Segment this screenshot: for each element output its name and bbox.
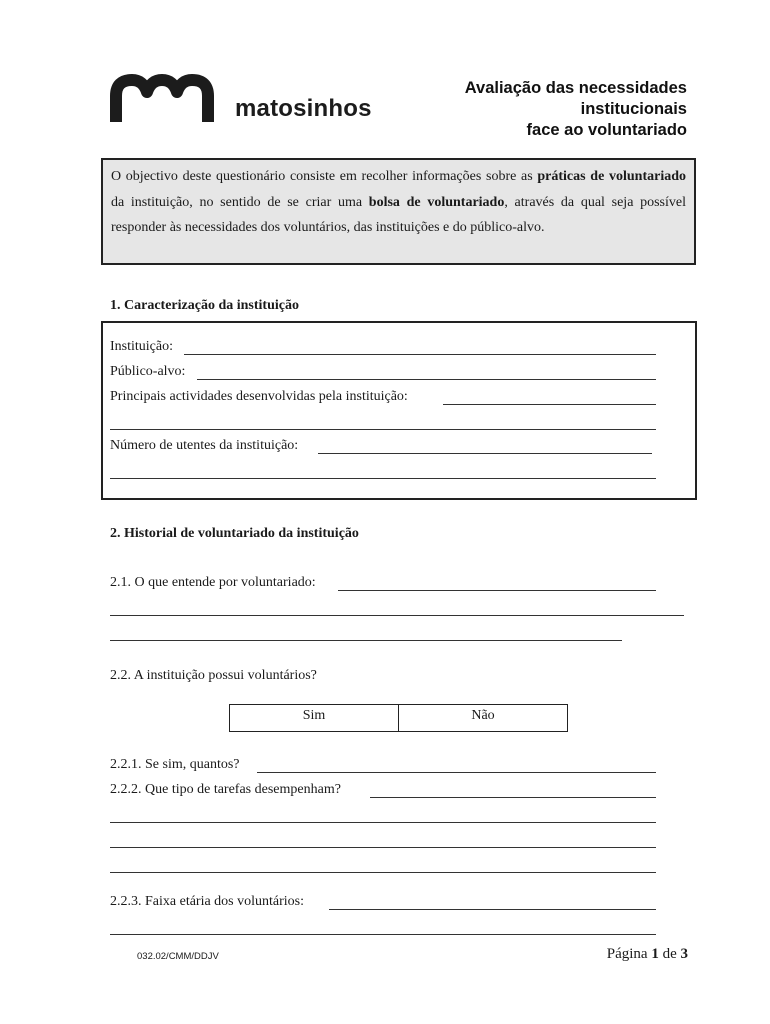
intro-bold-1: práticas de voluntariado: [537, 169, 686, 184]
intro-text-1: O objectivo deste questionário consiste em recolher informações sobre as: [111, 169, 538, 184]
document-title: [465, 78, 687, 141]
title-line-2: institucionais: [580, 100, 687, 118]
actividades-label: Principais actividades desenvolvidas pela instituição:: [110, 389, 408, 404]
logo-text: matosinhos: [235, 95, 372, 122]
utentes-field-line-2[interactable]: [110, 478, 656, 479]
actividades-field-line-2[interactable]: [110, 429, 656, 430]
actividades-field[interactable]: [443, 404, 656, 405]
matosinhos-logo-icon: [110, 74, 220, 126]
q222-field-line-3[interactable]: [110, 847, 656, 848]
q21-field[interactable]: [338, 590, 656, 591]
page-prefix: Página: [606, 946, 652, 962]
q221-label: 2.2.1. Se sim, quantos?: [110, 757, 240, 772]
intro-text-2: da instituição, no sentido de se criar uma: [111, 194, 369, 210]
document-code: 032.02/CMM/DDJV: [137, 951, 219, 962]
q21-label: 2.1. O que entende por voluntariado:: [110, 575, 316, 590]
utentes-label: Número de utentes da instituição:: [110, 438, 299, 453]
title-line-1: Avaliação das necessidades: [464, 79, 687, 97]
q221-field[interactable]: [257, 772, 656, 773]
q222-field[interactable]: [370, 797, 656, 798]
intro-bold-2: bolsa de voluntariado: [368, 194, 505, 210]
publico-label: Público-alvo:: [110, 364, 186, 379]
page-current: 1: [651, 946, 659, 962]
q21-field-line-3[interactable]: [110, 640, 622, 641]
section-2-title: 2. Historial de voluntariado da instituição: [110, 526, 359, 541]
title-line-3: face ao voluntariado: [526, 121, 687, 139]
utentes-field[interactable]: [318, 453, 652, 454]
q222-field-line-4[interactable]: [110, 872, 656, 873]
page-mid: de: [658, 946, 681, 962]
q222-label: 2.2.2. Que tipo de tarefas desempenham?: [110, 782, 341, 797]
q223-field[interactable]: [329, 909, 656, 910]
q223-field-line-2[interactable]: [110, 934, 656, 935]
sim-nao-table: [229, 704, 568, 732]
page-number: [607, 946, 688, 963]
q21-field-line-2[interactable]: [110, 615, 684, 616]
sim-option[interactable]: Sim: [302, 708, 326, 723]
q222-field-line-2[interactable]: [110, 822, 656, 823]
intro-text-3: , através da qual seja possível responder às necessidades dos voluntários, das instituições e do público-alvo.: [111, 194, 686, 235]
q22-label: 2.2. A instituição possui voluntários?: [110, 668, 317, 683]
page-total: 3: [680, 946, 688, 962]
section-1-title: 1. Caracterização da instituição: [110, 298, 299, 313]
instituicao-field[interactable]: [184, 354, 656, 355]
nao-option[interactable]: Não: [398, 705, 567, 731]
publico-field[interactable]: [197, 379, 656, 380]
intro-box: [101, 158, 696, 265]
q223-label: 2.2.3. Faixa etária dos voluntários:: [110, 894, 305, 909]
instituicao-label: Instituição:: [110, 339, 173, 354]
section-1-box: [101, 321, 697, 500]
